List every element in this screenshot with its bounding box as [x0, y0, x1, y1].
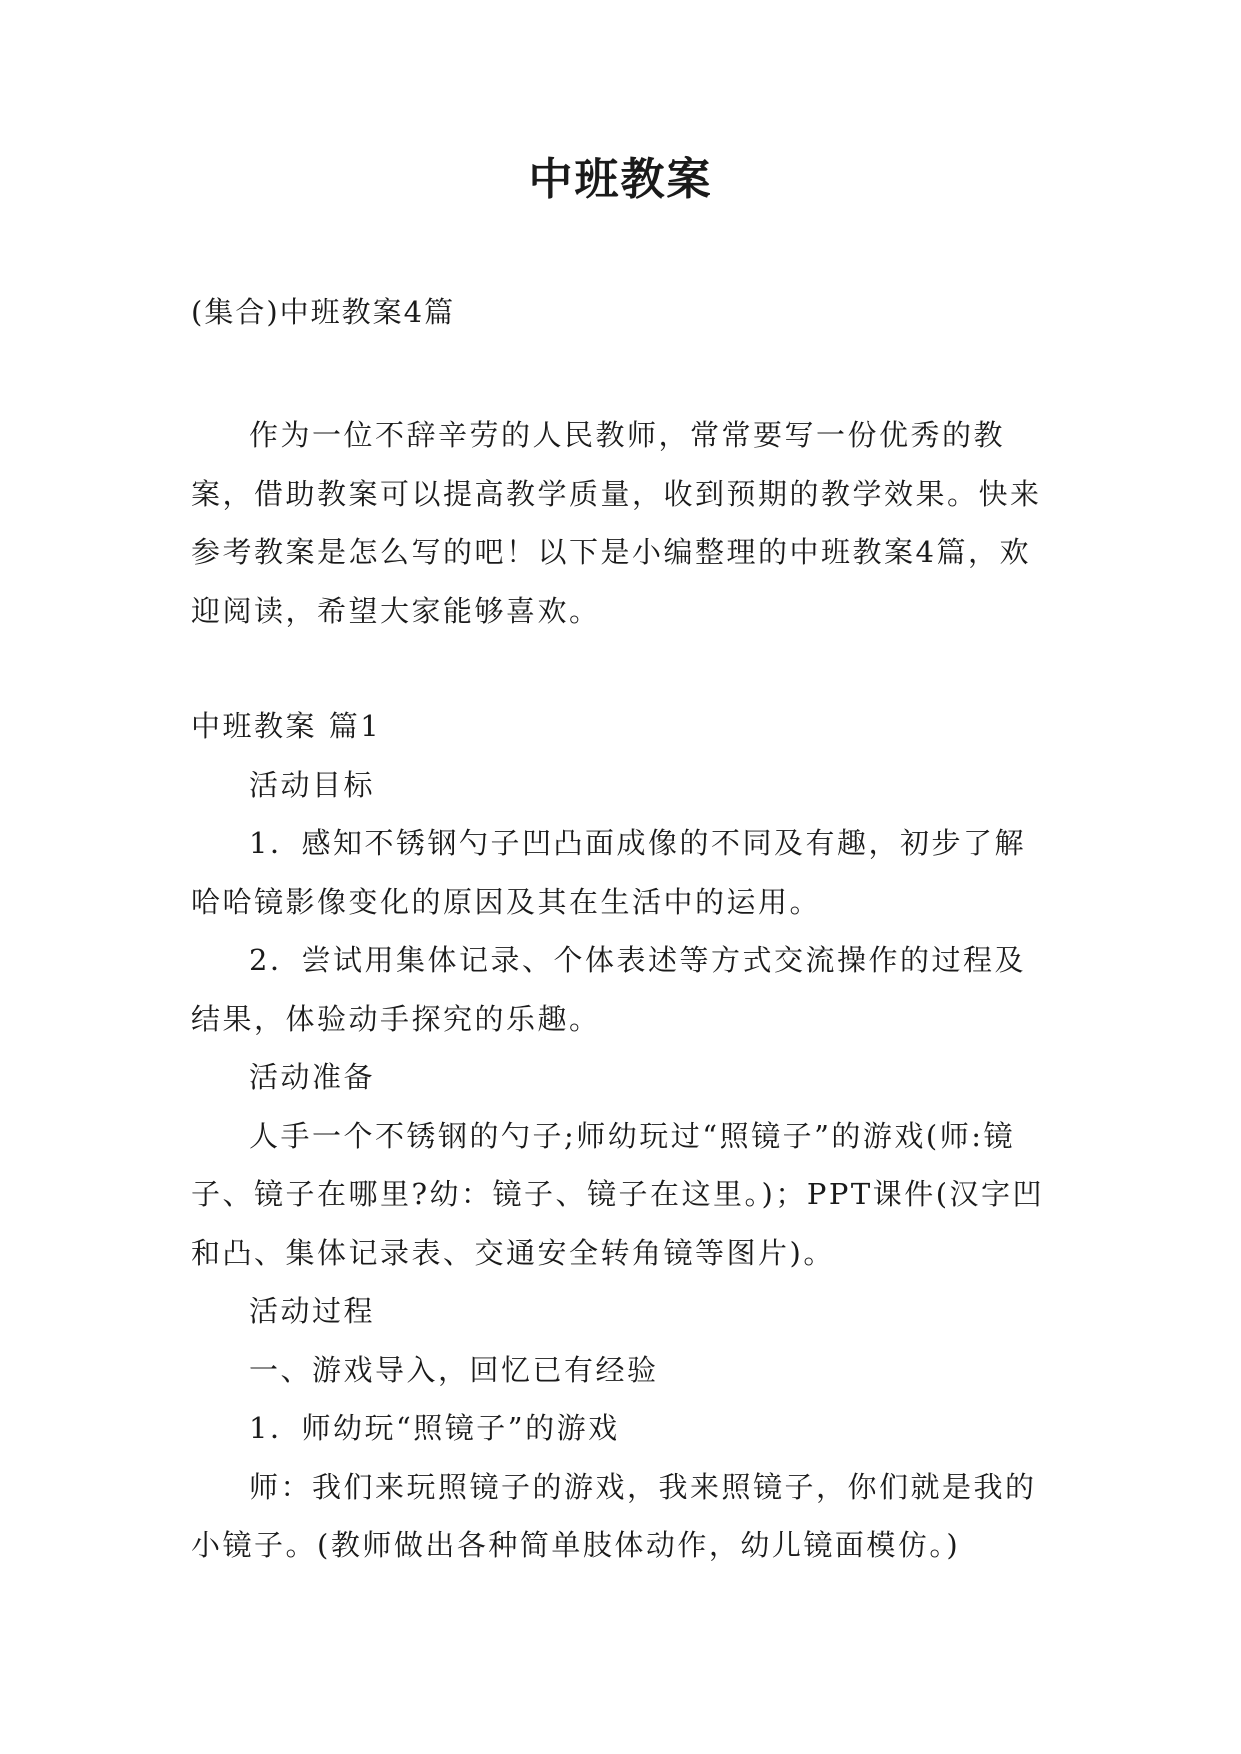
prep-paragraph: 人手一个不锈钢的勺子;师幼玩过“照镜子”的游戏(师:镜子、镜子在哪里?幼：镜子、镜子在这里。)；PPT课件(汉字凹和凸、集体记录表、交通安全转角镜等图片)。 [191, 1118, 1045, 1270]
prep-heading: 活动准备 [249, 1060, 376, 1094]
section-1 [191, 697, 1051, 1575]
section-heading: 中班教案 篇1 [191, 709, 382, 743]
document-subtitle: (集合)中班教案4篇 [191, 295, 456, 329]
step-1: 一、游戏导入，回忆已有经验 [249, 1352, 659, 1387]
document-title: 中班教案 [528, 154, 713, 205]
step-1-1: 1．师幼玩“照镜子”的游戏 [249, 1411, 620, 1445]
process-heading: 活动过程 [249, 1294, 376, 1328]
intro-paragraph: 作为一位不辞辛劳的人民教师，常常要写一份优秀的教案，借助教案可以提高教学质量，收到预期的教学效果。快来参考教案是怎么写的吧！以下是小编整理的中班教案4篇，欢迎阅读，希望大家能够喜欢。 [191, 418, 1042, 628]
goal-item-1: 1．感知不锈钢勺子凹凸面成像的不同及有趣，初步了解哈哈镜影像变化的原因及其在生活中的运用。 [191, 826, 1026, 919]
goal-heading: 活动目标 [249, 767, 376, 802]
intro-block [191, 406, 1051, 640]
teacher-line: 师：我们来玩照镜子的游戏，我来照镜子，你们就是我的小镜子。(教师做出各种简单肢体动作，幼儿镜面模仿。) [191, 1469, 1037, 1562]
goal-item-2: 2．尝试用集体记录、个体表述等方式交流操作的过程及结果，体验动手探究的乐趣。 [191, 943, 1026, 1036]
